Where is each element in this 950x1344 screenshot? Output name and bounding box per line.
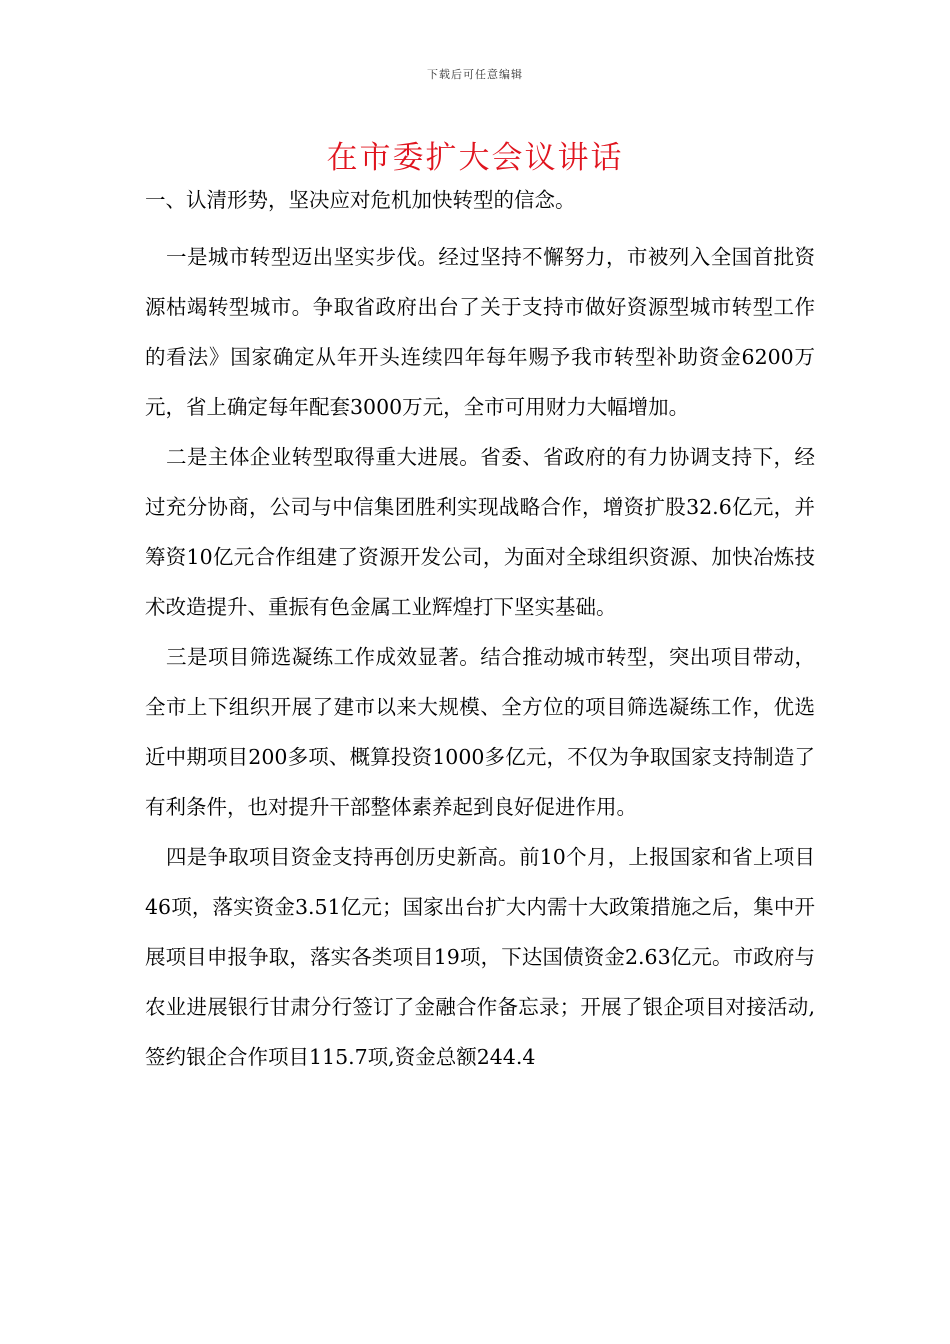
paragraph-4: 四是争取项目资金支持再创历史新高。前10个月，上报国家和省上项目46项，落实资金3.51亿元；国家出台扩大内需十大政策措施之后，集中开展项目申报争取，落实各类项目19项，下达国债资金2.63亿元。市政府与农业进展银行甘肃分行签订了金融合作备忘录；开展了银企项目对接活动,签约银企合作项目115.7项,资金总额244.4 — [145, 845, 815, 1069]
paragraph-1: 一是城市转型迈出坚实步伐。经过坚持不懈努力，市被列入全国首批资源枯竭转型城市。争取省政府出台了关于支持市做好资源型城市转型工作的看法》国家确定从年开头连续四年每年赐予我市转型补助资金6200万元，省上确定每年配套3000万元，全市可用财力大幅增加。 — [145, 245, 815, 419]
header-note: 下载后可任意编辑 — [427, 68, 523, 81]
section-heading: 一、认清形势，坚决应对危机加快转型的信念。 — [145, 188, 576, 212]
paragraph-2: 二是主体企业转型取得重大进展。省委、省政府的有力协调支持下，经过充分协商，公司与中信集团胜利实现战略合作，增资扩股32.6亿元，并筹资10亿元合作组建了资源开发公司，为面对全球组织资源、加快冶炼技术改造提升、重振有色金属工业辉煌打下坚实基础。 — [145, 445, 815, 619]
document-body — [145, 182, 815, 1082]
document-title: 在市委扩大会议讲话 — [326, 140, 624, 176]
paragraph-3: 三是项目筛选凝练工作成效显著。结合推动城市转型，突出项目带动，全市上下组织开展了建市以来大规模、全方位的项目筛选凝练工作，优选近中期项目200多项、概算投资1000多亿元，不仅为争取国家支持制造了有利条件，也对提升干部整体素养起到良好促进作用。 — [145, 645, 815, 819]
